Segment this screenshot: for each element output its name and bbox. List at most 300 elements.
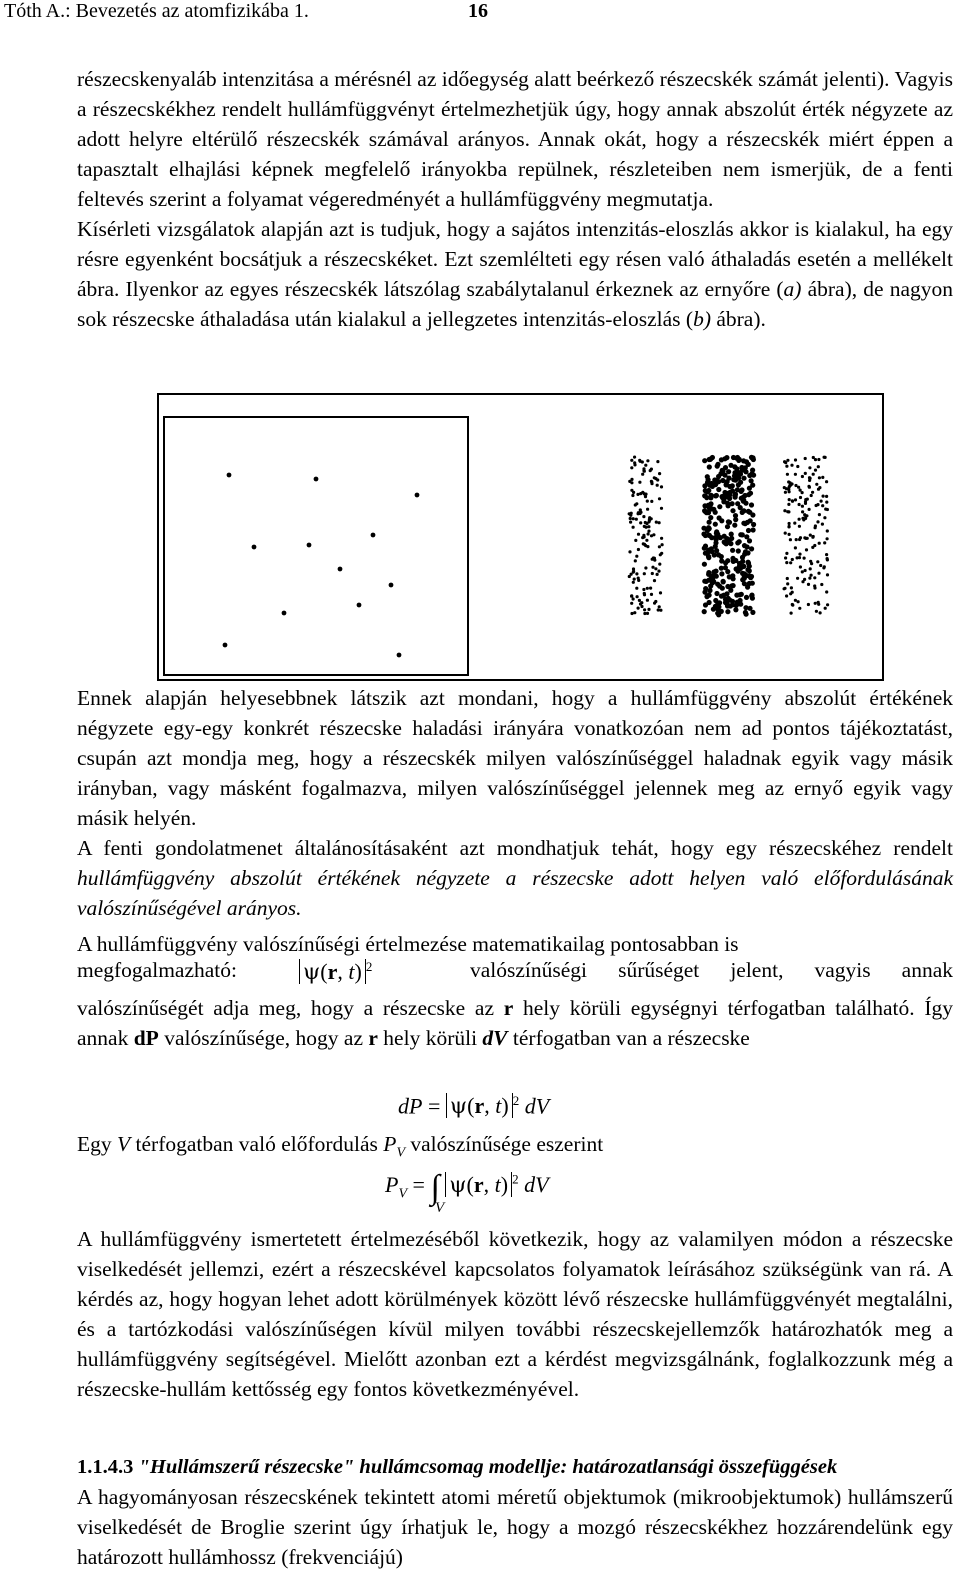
psi-symbol: ψ xyxy=(303,960,321,986)
particle-hit xyxy=(790,464,793,467)
paragraph-7-text: A hullámfüggvény ismertetett értelmezéséből következik, hogy az valamilyen módon a részecske viselkedését jellemzi, ezért a részecskével kapcsolatos folyamatok leírásához szükségünk van rá. A kérdés az, hogy hogyan lehet adott körülmények között lévő részecske hullámfüggvényét megtalálni, és a tartózkodási valószínűségen kívül milyen további részecskejellemzők határozhatók meg a hullámfüggvény segítségével. Mielőtt azonban ezt a kérdést megvizsgálnánk, foglalkozzunk még a részecske-hullám kettősség egy fontos következményével. xyxy=(77,1227,953,1401)
particle-hit xyxy=(639,521,642,524)
particle-hit xyxy=(708,515,713,520)
particle-hit xyxy=(794,473,797,476)
particle-hit xyxy=(634,539,637,542)
particle-hit xyxy=(646,587,649,590)
particle-hit xyxy=(809,567,812,570)
particle-hit xyxy=(804,457,807,460)
particle-hit xyxy=(740,559,745,564)
particle-hit xyxy=(650,593,653,596)
particle-hit xyxy=(796,465,799,468)
paragraph-2-text-a: Kísérleti vizsgálatok alapján azt is tudjuk, hogy a sajátos intenzitás-eloszlás akkor is kialakul, ha egy résre egyenként bocsátjuk a részecskéket. Ezt szemlélteti egy résen való áthaladás esetén a mellékelt ábra. Ilyenkor az egyes részecskék látszólag szabálytalanul érkeznek az ernyőre ( xyxy=(77,217,953,301)
particle-hit xyxy=(711,507,716,512)
V-limit: V xyxy=(435,1200,445,1216)
particle-hit xyxy=(722,534,727,539)
particle-hit xyxy=(641,536,644,539)
text-span: térfogatban való előfordulás xyxy=(130,1132,384,1156)
particle-hit xyxy=(720,586,725,591)
particle-hit xyxy=(635,555,638,558)
particle-hit xyxy=(789,481,792,484)
psi-symbol: ψ xyxy=(449,1094,468,1120)
paragraph-2 xyxy=(77,214,953,334)
particle-hit xyxy=(790,586,793,589)
particle-hit xyxy=(739,564,744,569)
particle-hit xyxy=(797,486,800,489)
psi-symbol: ψ xyxy=(449,1173,467,1198)
paragraph-2-text-b: ábra), de nagyon sok részecske áthaladása után kialakul a jellegzetes intenzitás-eloszlás ( xyxy=(77,277,953,331)
particle-hit xyxy=(796,556,799,559)
particle-hit xyxy=(252,545,257,550)
particle-hit xyxy=(658,472,661,475)
particle-hit xyxy=(656,573,659,576)
particle-hit xyxy=(714,478,719,483)
particle-hit xyxy=(731,455,736,460)
particle-hit xyxy=(743,521,748,526)
particle-hit xyxy=(724,601,729,606)
particle-hit xyxy=(821,523,824,526)
particle-hit xyxy=(786,577,789,580)
particle-hit xyxy=(747,606,752,611)
particle-hit xyxy=(719,571,724,576)
paragraph-5-text-a: megfogalmazható: xyxy=(77,958,237,982)
dV-symbol: dV xyxy=(524,1172,549,1197)
page-number: 16 xyxy=(468,0,488,22)
exponent: 2 xyxy=(512,1093,520,1108)
particle-hit xyxy=(646,459,649,462)
particle-hit xyxy=(787,503,790,506)
particle-hit xyxy=(786,510,789,513)
particle-hit xyxy=(821,476,824,479)
particle-hit xyxy=(801,475,804,478)
r-vector: r xyxy=(473,1172,484,1197)
particle-hit xyxy=(807,583,810,586)
text-span: hely körüli xyxy=(377,1026,483,1050)
particle-hit xyxy=(825,480,828,483)
particle-hit xyxy=(749,502,754,507)
particle-hit xyxy=(749,546,754,551)
equation-PV: $P_V$ = ∫ ψ(r, t) $^2$ dV xyxy=(385,1169,549,1206)
particle-hit xyxy=(825,495,828,498)
particle-hit xyxy=(702,609,707,614)
text-span: térfogatban van a részecske xyxy=(507,1026,750,1050)
paragraph-1-text: részecskenyaláb intenzitása a mérésnél az időegység alatt beérkező részecskék számát jelenti). Vagyis a részecskékhez rendelt hullámfüggvényt értelmezhetjük úgy, hogy annak abszolút érték négyzete az adott helyre eltérülő részecskék számával arányos. Annak okát, hogy a részecskék miért éppen a tapasztalt elhajlási képnek megfelelő irányokba repülnek, részleteiben nem ismerjük, de a fenti feltevés szerint a folyamat végeredményét a hullámfüggvény megmutatja. xyxy=(77,67,953,211)
particle-hit xyxy=(784,556,787,559)
particle-hit xyxy=(708,583,713,588)
particle-hit xyxy=(646,599,649,602)
particle-hit xyxy=(648,516,651,519)
particle-hit xyxy=(653,602,656,605)
particle-hit xyxy=(227,473,232,478)
paragraph-2-text-c: ábra). xyxy=(710,307,766,331)
particle-hit xyxy=(707,520,712,525)
P-symbol: P xyxy=(385,1172,399,1197)
particle-hit xyxy=(819,564,822,567)
particle-hit xyxy=(660,507,663,510)
particle-hit xyxy=(810,562,813,565)
particle-hit xyxy=(783,509,786,512)
paragraph-8-text: A hagyományosan részecskének tekintett atomi méretű objektumok (mikroobjektumok) hullámszerű viselkedését de Broglie szerint úgy írhatjuk le, hogy a mozgó részecskékhez hozzárendelünk egy határozott hullámhossz (frekvenciájú) xyxy=(77,1485,953,1569)
particle-hit xyxy=(656,484,659,487)
particle-hit xyxy=(798,518,801,521)
paragraph-5-rest xyxy=(77,993,953,1053)
particle-hit xyxy=(794,458,797,461)
particle-hit xyxy=(713,598,718,603)
particle-hit xyxy=(633,456,636,459)
particle-hit xyxy=(643,612,646,615)
particle-hit xyxy=(650,482,653,485)
particle-hit xyxy=(826,508,829,511)
particle-hit xyxy=(651,572,654,575)
V-subscript: V xyxy=(398,1186,408,1202)
particle-hit xyxy=(660,537,663,540)
P-symbol: P xyxy=(383,1132,397,1156)
particle-hit xyxy=(634,559,637,562)
particle-hit xyxy=(645,522,648,525)
particle-hit xyxy=(783,587,786,590)
particle-hit xyxy=(826,529,829,532)
particle-hit xyxy=(730,501,735,506)
particle-hit xyxy=(631,494,634,497)
particle-hit xyxy=(801,491,804,494)
slit-diffraction-figure xyxy=(157,393,884,681)
particle-hit xyxy=(818,476,821,479)
particle-hit xyxy=(642,588,645,591)
paragraph-3 xyxy=(77,683,953,959)
particle-hit xyxy=(826,557,829,560)
particle-hit xyxy=(720,495,725,500)
particle-hit xyxy=(745,550,750,555)
particle-hit xyxy=(746,492,751,497)
particle-hit xyxy=(659,591,662,594)
particle-hit xyxy=(804,537,807,540)
particle-hit xyxy=(825,590,828,593)
particle-hit xyxy=(785,561,788,564)
particle-hit xyxy=(742,571,747,576)
particle-hit xyxy=(785,465,788,468)
particle-hit xyxy=(632,597,635,600)
particle-hit xyxy=(707,457,712,462)
particle-hit xyxy=(703,602,708,607)
particle-hit xyxy=(798,525,801,528)
particle-hit xyxy=(630,459,633,462)
particle-hit xyxy=(744,534,749,539)
particle-hit xyxy=(808,466,811,469)
particle-hit xyxy=(735,569,740,574)
particle-hit xyxy=(636,595,639,598)
particle-hit xyxy=(791,558,794,561)
particle-hit xyxy=(630,595,633,598)
particle-hit xyxy=(730,602,735,607)
particle-hit xyxy=(805,514,808,517)
particle-hit xyxy=(705,528,710,533)
particle-hit xyxy=(785,552,788,555)
particle-hit xyxy=(715,582,720,587)
particle-hit xyxy=(630,481,633,484)
particle-hit xyxy=(819,611,822,614)
particle-hit xyxy=(795,538,798,541)
particle-hit xyxy=(785,487,788,490)
particle-hit xyxy=(630,489,633,492)
particle-hit xyxy=(716,487,721,492)
text-span: valószínűsége eszerint xyxy=(405,1132,604,1156)
t-variable: t xyxy=(494,1172,501,1197)
particle-hit xyxy=(725,609,730,614)
particle-hit xyxy=(736,458,741,463)
particle-hit xyxy=(703,551,708,556)
particle-hit xyxy=(649,469,652,472)
particle-hit xyxy=(656,460,659,463)
particle-hit xyxy=(810,494,813,497)
section-title: "Hullámszerű részecske" hullámcsomag modellje: határozatlansági összefüggések xyxy=(138,1456,838,1478)
particle-hit xyxy=(816,520,819,523)
particle-hit xyxy=(785,594,788,597)
particle-hit xyxy=(640,601,643,604)
particle-hit xyxy=(801,505,804,508)
particle-hit xyxy=(647,532,650,535)
particle-hit xyxy=(736,548,741,553)
particle-hit xyxy=(711,607,716,612)
figure-label-b: b) xyxy=(693,307,711,331)
particle-hit xyxy=(654,477,657,480)
particle-hit xyxy=(389,583,394,588)
particle-hit xyxy=(713,569,718,574)
paragraph-7 xyxy=(77,1224,953,1404)
particle-hit xyxy=(788,533,791,536)
r-vector: r xyxy=(474,1093,485,1119)
particle-hit xyxy=(397,653,402,658)
particle-hit xyxy=(746,560,751,565)
particle-hit xyxy=(811,546,814,549)
particle-hit xyxy=(637,533,640,536)
particle-hit xyxy=(804,500,807,503)
particle-hit xyxy=(816,503,819,506)
particle-hit xyxy=(807,485,810,488)
particle-hit xyxy=(630,478,633,481)
particle-hit xyxy=(719,558,724,563)
particle-hit xyxy=(798,503,801,506)
particle-hit xyxy=(788,490,791,493)
particle-hit xyxy=(732,477,737,482)
particle-hit xyxy=(797,600,800,603)
particle-hit xyxy=(645,526,648,529)
particle-hit xyxy=(735,540,740,545)
particle-hit xyxy=(798,538,801,541)
particle-hit xyxy=(818,542,821,545)
particle-hit xyxy=(643,592,646,595)
particle-hit xyxy=(726,476,731,481)
particle-hit xyxy=(744,595,749,600)
particle-hit xyxy=(338,567,343,572)
particle-hit xyxy=(826,603,829,606)
particle-hit xyxy=(813,576,816,579)
particle-hit xyxy=(730,548,735,553)
particle-hit xyxy=(636,493,639,496)
dV-bold: dV xyxy=(482,1026,508,1050)
particle-hit xyxy=(790,612,793,615)
particle-hit xyxy=(749,478,754,483)
particle-hit xyxy=(747,486,752,491)
particle-hit xyxy=(713,493,718,498)
figure-label-a: a) xyxy=(783,277,802,301)
particle-hit xyxy=(796,577,799,580)
particle-hit xyxy=(630,466,633,469)
particle-hit xyxy=(794,498,797,501)
particle-hit xyxy=(817,458,820,461)
section-heading xyxy=(77,1452,953,1482)
particle-hit xyxy=(307,543,312,548)
particle-hit xyxy=(660,552,663,555)
particle-hit xyxy=(715,611,720,616)
particle-hit xyxy=(638,481,641,484)
particle-hit xyxy=(814,469,817,472)
particle-hit xyxy=(738,472,743,477)
text-span: valószínűségét adja meg, hogy a részecske az xyxy=(77,996,504,1020)
particle-hit xyxy=(788,498,791,501)
particle-hit xyxy=(733,492,738,497)
particle-hit xyxy=(647,608,650,611)
particle-hit xyxy=(826,537,829,540)
particle-hit xyxy=(726,519,731,524)
particle-hit xyxy=(818,513,821,516)
particle-hit xyxy=(799,565,802,568)
particle-hit xyxy=(643,572,646,575)
particle-hit xyxy=(741,476,746,481)
r-bold: r xyxy=(503,996,514,1020)
particle-hit xyxy=(719,566,724,571)
particle-hit xyxy=(751,457,756,462)
particle-hit xyxy=(644,566,647,569)
particle-hit xyxy=(814,524,817,527)
particle-hit xyxy=(808,577,811,580)
particle-hit xyxy=(815,610,818,613)
particle-hit xyxy=(650,500,653,503)
particle-hit xyxy=(714,548,719,553)
particle-hit xyxy=(709,549,714,554)
particle-hit xyxy=(643,543,646,546)
particle-hit xyxy=(730,556,735,561)
equals-sign: = xyxy=(427,1093,441,1119)
integral-sign: ∫ xyxy=(430,1169,440,1206)
particle-hit xyxy=(644,495,647,498)
particle-hit xyxy=(282,611,287,616)
particle-hit xyxy=(784,491,787,494)
particle-hit xyxy=(702,546,707,551)
particle-hit xyxy=(822,495,825,498)
particle-hit xyxy=(817,488,820,491)
particle-hit xyxy=(706,572,711,577)
particle-hit xyxy=(717,504,722,509)
particle-hit xyxy=(635,572,638,575)
particle-hit xyxy=(817,465,820,468)
particle-hit xyxy=(735,501,740,506)
particle-hit xyxy=(637,548,640,551)
particle-hit xyxy=(825,553,828,556)
particle-hit xyxy=(807,603,810,606)
paragraph-5-line-1: A hullámfüggvény valószínűségi értelmezése matematikailag pontosabban is xyxy=(77,932,739,956)
particle-hit xyxy=(750,471,755,476)
particle-hit xyxy=(646,508,649,511)
particle-hit xyxy=(314,477,319,482)
particle-hit xyxy=(707,464,712,469)
particle-hit xyxy=(786,582,789,585)
particle-hit xyxy=(740,510,745,515)
particle-hit xyxy=(719,594,724,599)
dP-bold: dP xyxy=(133,1026,159,1050)
particle-hit xyxy=(722,456,727,461)
particle-hit xyxy=(709,535,714,540)
particle-hit xyxy=(713,540,718,545)
particle-hit xyxy=(642,469,645,472)
text-span: Egy xyxy=(77,1132,118,1156)
particle-hit xyxy=(728,541,733,546)
particle-hit xyxy=(801,580,804,583)
particle-hit xyxy=(794,546,797,549)
particle-hit xyxy=(635,587,638,590)
particle-hit xyxy=(727,496,732,501)
particle-hit xyxy=(823,516,826,519)
particle-hit xyxy=(799,489,802,492)
particle-hit xyxy=(628,550,631,553)
particle-hit xyxy=(658,563,661,566)
particle-hit xyxy=(702,458,707,463)
particle-hit xyxy=(725,501,730,506)
exponent: 2 xyxy=(512,1171,519,1187)
particle-hit xyxy=(730,573,735,578)
particle-hit xyxy=(741,497,746,502)
particle-hit xyxy=(641,460,644,463)
particle-hit xyxy=(634,503,637,506)
particle-hit xyxy=(649,587,652,590)
particle-hit xyxy=(789,538,792,541)
particle-hit xyxy=(223,643,228,648)
particle-hit xyxy=(794,599,797,602)
particle-hit xyxy=(812,535,815,538)
particle-hit xyxy=(749,593,754,598)
exponent: 2 xyxy=(365,959,373,974)
particle-hit xyxy=(651,566,654,569)
particle-hit xyxy=(724,491,729,496)
particle-hit xyxy=(820,500,823,503)
particle-hit xyxy=(805,548,808,551)
particle-hit xyxy=(734,593,739,598)
particle-hit xyxy=(812,473,815,476)
particle-hit xyxy=(639,492,642,495)
particle-hit xyxy=(808,476,811,479)
particle-hit xyxy=(657,570,660,573)
particle-hit xyxy=(788,525,791,528)
particle-hit xyxy=(719,518,724,523)
particle-hit xyxy=(793,522,796,525)
particle-hit xyxy=(739,489,744,494)
paragraph-5-text-b: valószínűségi sűrűséget jelent, vagyis annak xyxy=(470,958,953,982)
particle-hit xyxy=(638,599,641,602)
particle-hit xyxy=(745,567,750,572)
particle-hit xyxy=(803,557,806,560)
section-heading-text xyxy=(77,1456,837,1478)
equation-dP: dP = ψ(r, t) $^2$ dV xyxy=(398,1093,550,1120)
particle-hit xyxy=(814,602,817,605)
particle-hit xyxy=(702,590,707,595)
particle-hit xyxy=(633,578,636,581)
dV-symbol: dV xyxy=(524,1093,550,1119)
particle-hit xyxy=(713,522,718,527)
particle-hit xyxy=(658,605,661,608)
particle-hit xyxy=(645,539,648,542)
paragraph-8 xyxy=(77,1482,953,1572)
particle-hit xyxy=(728,588,733,593)
integral-lower-limit xyxy=(435,1200,444,1217)
